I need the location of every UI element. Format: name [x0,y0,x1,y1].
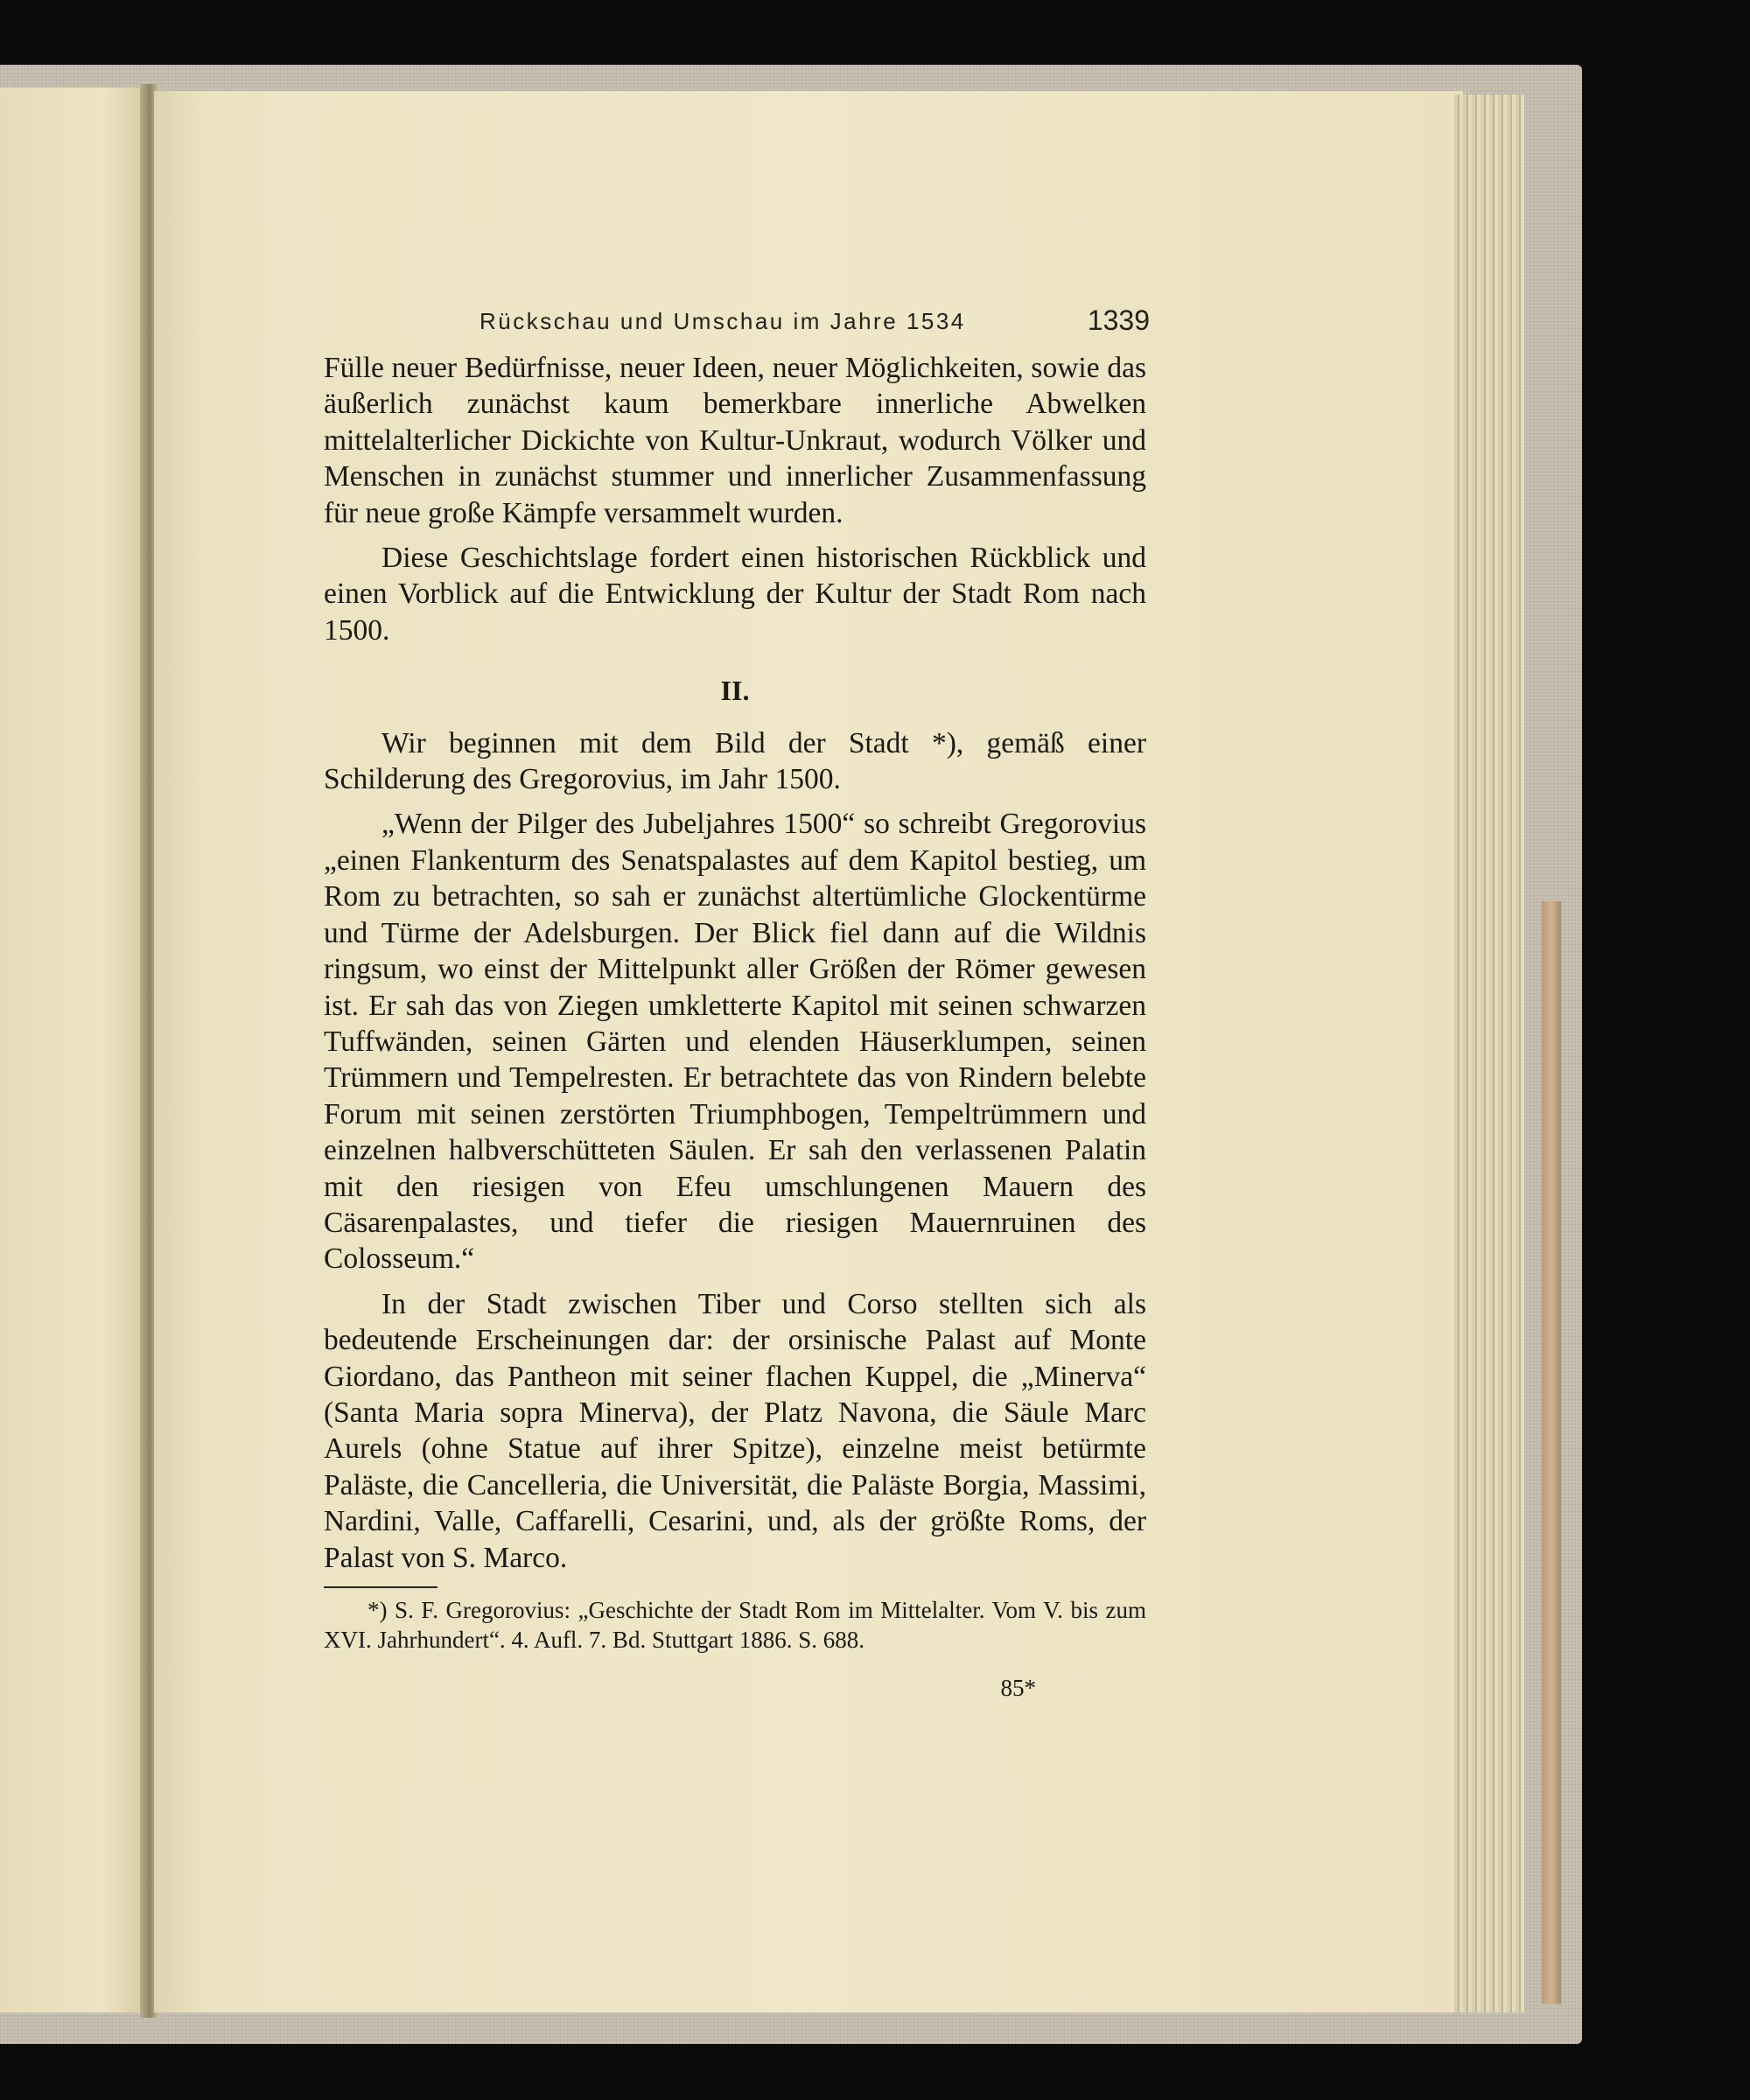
running-title: Rückschau und Umschau im Jahre 1534 [480,308,966,334]
paragraph-4: „Wenn der Pilger des Jubeljahres 1500“ so schreibt Gregorovius „einen Flankenturm des Senatspalastes auf dem Kapitol bestieg, um Rom zu betrachten, so sah er zunächst altertümliche Glockentürme und Türme der Adelsburgen. Der Blick fiel dann auf die Wildnis ringsum, wo einst der Mittelpunkt aller Größen der Römer gewesen ist. Er sah das von Ziegen umkletterte Kapitol mit seinen schwarzen Tuffwänden, seinen Gärten und elenden Häuserklumpen, seinen Trümmern und Tempelresten. Er betrachtete das von Rindern belebte Forum mit seinen zerstörten Triumphbogen, Tempeltrümmern und einzelnen halbverschütteten Säulen. Er sah den verlassenen Palatin mit den riesigen von Efeu umschlungenen Mauern des Cäsarenpalastes, und tiefer die riesigen Mauernruinen des Colosseum.“ [324,808,1146,1276]
paragraph-5: In der Stadt zwischen Tiber und Corso stellten sich als bedeutende Erscheinungen dar: der orsinische Palast auf Monte Giordano, das Pantheon mit seiner flachen Kuppel, die „Minerva“ (Santa Maria sopra Minerva), der Platz Navona, die Säule Marc Aurels (ohne Statue auf ihrer Spitze), einzelne meist betürmte Paläste, die Cancelleria, die Universität, die Paläste Borgia, Massimi, Nardini, Valle, Caffarelli, Cesarini, und, als der größte Roms, der Palast von S. Marco. [324,1287,1146,1574]
page-body [324,350,1146,1706]
paragraph-1: Fülle neuer Bedürfnisse, neuer Ideen, neuer Möglichkeiten, sowie das äußerlich zunächst kaum bemerkbare innerliche Abwelken mittelalterlicher Dickichte von Kultur-Unkraut, wodurch Völker und Menschen in zunächst stummer und innerlicher Zusammenfassung für neue große Kämpfe versammelt wurden. [324,352,1146,529]
signature-mark: 85* [1000,1675,1036,1701]
page-header [480,301,1150,345]
paragraph-2: Diese Geschichtslage fordert einen historischen Rückblick und einen Vorblick auf die Entwicklung der Kultur der Stadt Rom nach 1500. [324,542,1146,647]
page-edges [1454,94,1524,2012]
left-page-edge [0,88,147,2012]
bookmark-ribbon [1542,901,1561,2004]
footnote-rule [324,1586,438,1588]
footnote: *) S. F. Gregorovius: „Geschichte der Stadt Rom im Mittelalter. Vom V. bis zum XVI. Jahrhundert“. 4. Aufl. 7. Bd. Stuttgart 1886. S. 688. [324,1597,1146,1653]
section-heading: II. [720,675,750,707]
paragraph-3: Wir beginnen mit dem Bild der Stadt *), gemäß einer Schilderung des Gregorovius, im Jahr 1500. [324,726,1146,796]
page-number: 1339 [1087,304,1150,336]
